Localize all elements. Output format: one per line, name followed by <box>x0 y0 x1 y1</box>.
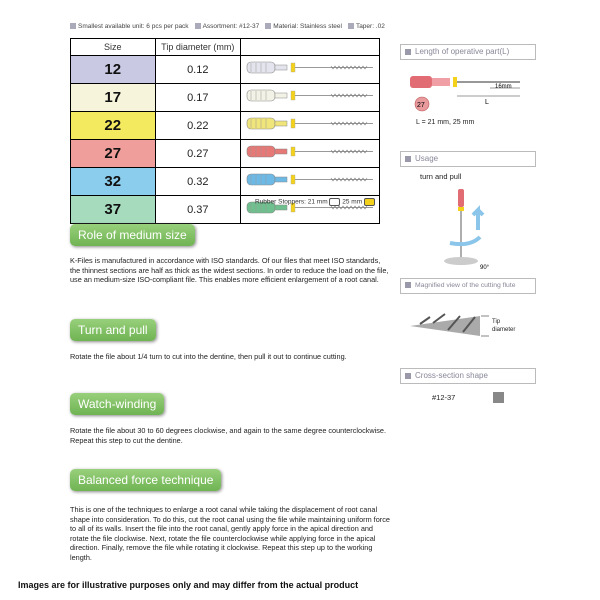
turn-and-pull-text: Rotate the file about 1/4 turn to cut into the dentine, then pull it out to continue cutting. <box>70 352 347 361</box>
balanced-force-text: This is one of the techniques to enlarge a root canal while taking the displacement of root canal shape into consideration. To do this, cut the root canal using the file while maintaining uniform force to all of its walls. Insert the file into the root canal, gently apply force in the apical direction and rotate the file clockwise. Next, rotate the file counterclockwise while applying force in the apical direction. Finally, remove the file while rotating it clockwise. Repeat this step up to the working length. <box>70 505 390 562</box>
tip-cell: 0.27 <box>155 140 240 168</box>
tip-cell: 0.22 <box>155 112 240 140</box>
size-cell: 12 <box>71 56 156 84</box>
usage-panel-title: Usage <box>400 151 536 167</box>
file-image <box>241 56 379 78</box>
mm-label: 16mm <box>495 84 512 90</box>
role-of-medium-size-text: K-Files is manufactured in accordance with ISO standards. Of our files that meet ISO standards, the thinnest sections are half as thick as the widest sections. In order to reduce the load on the file, use an medium-size ISO-compliant file. This enables more efficient enlargement of a root canal. <box>70 256 389 284</box>
angle-label: 90° <box>480 265 490 270</box>
size-badge-label: 27 <box>417 102 425 109</box>
file-stopper-shape <box>291 119 295 128</box>
usage-diagram <box>440 185 500 270</box>
file-image-cell <box>241 140 380 168</box>
flute-taper-shape <box>410 316 480 336</box>
size-cell: 17 <box>71 84 156 112</box>
file-stopper-shape <box>291 63 295 72</box>
flute-diagram <box>405 308 490 344</box>
l-label: L <box>485 99 489 106</box>
usage-stopper-shape <box>458 207 464 211</box>
turn-arrow-icon <box>450 237 480 244</box>
diameter-word: diameter <box>492 327 516 333</box>
magnified-panel-title: Magnified view of the cutting flute <box>400 278 536 294</box>
stopper-shape <box>453 77 457 87</box>
length-diagram <box>405 68 535 120</box>
tip-cell: 0.12 <box>155 56 240 84</box>
watch-winding-text: Rotate the file about 30 to 60 degrees clockwise, and again to the same degree counterclockwise. Repeat this step to cut the dentine. <box>70 426 386 445</box>
stopper-21-swatch <box>329 198 340 206</box>
file-handle-shape <box>410 76 432 88</box>
pull-arrow-icon <box>473 210 483 230</box>
stopper-25-swatch <box>364 198 375 206</box>
table-row <box>71 84 380 112</box>
spec-item: Taper: .02 <box>348 23 385 30</box>
usage-handle-shape <box>458 189 464 207</box>
size-header: Size <box>71 39 156 56</box>
file-image-cell <box>241 168 380 196</box>
file-image <box>241 112 379 134</box>
file-image <box>241 168 379 190</box>
base-plate-shape <box>444 257 478 265</box>
file-image-cell <box>241 112 380 140</box>
spec-item: Material: Stainless steel <box>265 23 342 30</box>
spec-bar <box>70 23 390 30</box>
size-cell: 37 <box>71 196 156 224</box>
file-neck-shape <box>432 78 450 86</box>
tip-diameter-label <box>492 318 515 334</box>
table-row <box>71 56 380 84</box>
role-of-medium-size-heading: Role of medium size <box>70 224 195 246</box>
turn-and-pull-heading: Turn and pull <box>70 319 156 341</box>
table-row <box>71 112 380 140</box>
tip-word: Tip <box>492 319 501 325</box>
cross-section-range: #12-37 <box>432 393 456 402</box>
spec-item: Assortment: #12-37 <box>195 23 260 30</box>
file-neck-shape <box>275 177 287 182</box>
file-neck-shape <box>275 121 287 126</box>
file-image-cell <box>241 56 380 84</box>
length-note: L = 21 mm, 25 mm <box>416 119 475 126</box>
file-image <box>241 84 379 106</box>
size-cell: 27 <box>71 140 156 168</box>
file-neck-shape <box>275 65 287 70</box>
size-cell: 32 <box>71 168 156 196</box>
tip-cell: 0.17 <box>155 84 240 112</box>
file-image <box>241 140 379 162</box>
table-row <box>71 140 380 168</box>
tip-cell: 0.32 <box>155 168 240 196</box>
file-image-cell <box>241 84 380 112</box>
table-row <box>71 168 380 196</box>
tip-header: Tip diameter (mm) <box>155 39 240 56</box>
image-header <box>241 39 380 56</box>
spec-item: Smallest available unit: 6 pcs per pack <box>70 23 189 30</box>
file-neck-shape <box>275 149 287 154</box>
file-stopper-shape <box>291 147 295 156</box>
stopper-note: Rubber Stoppers: 21 mm 25 mm <box>255 198 375 206</box>
balanced-force-heading: Balanced force technique <box>70 469 221 491</box>
file-neck-shape <box>275 93 287 98</box>
size-cell: 22 <box>71 112 156 140</box>
square-cross-section-icon <box>493 392 504 403</box>
size-table <box>70 38 380 224</box>
length-panel-title: Length of operative part(L) <box>400 44 536 60</box>
cross-section-panel-title: Cross-section shape <box>400 368 536 384</box>
file-stopper-shape <box>291 175 295 184</box>
watch-winding-heading: Watch-winding <box>70 393 164 415</box>
file-stopper-shape <box>291 91 295 100</box>
usage-text: turn and pull <box>420 172 462 181</box>
tip-cell: 0.37 <box>155 196 240 224</box>
disclaimer: Images are for illustrative purposes only and may differ from the actual product <box>18 580 359 590</box>
